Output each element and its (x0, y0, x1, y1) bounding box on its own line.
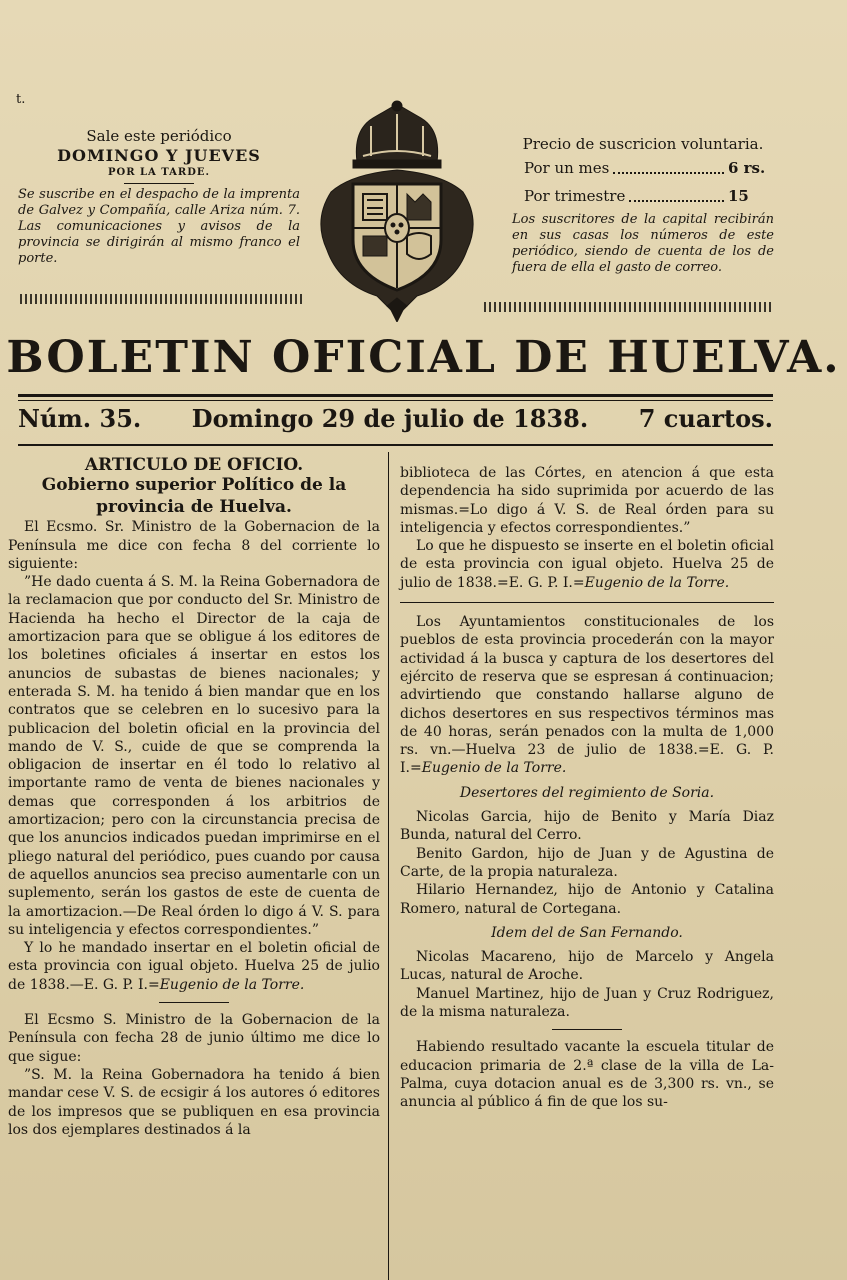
list-item: Nicolas Garcia, hijo de Benito y María Diaz Bunda, natural del Cerro. (400, 809, 774, 844)
paragraph (400, 537, 774, 592)
issue-date: Domingo 29 de julio de 1838. (191, 404, 589, 433)
newspaper-title: BOLETIN OFICIAL DE HUELVA. (6, 332, 841, 383)
section-separator (159, 1002, 229, 1003)
signature: Eugenio de la Torre. (584, 574, 730, 591)
paragraph-text: Lo que he dispuesto se inserte en el boletin oficial de esta provincia con igual objeto. Huelva 25 de julio de 1838.=E. G. P. I.= (400, 538, 774, 591)
ornament-border-right (484, 302, 774, 312)
signature: Eugenio de la Torre. (159, 976, 305, 993)
coat-of-arms-icon (313, 100, 481, 322)
sub-heading: Gobierno superior Político de la provincia de Huelva. (41, 475, 347, 518)
price-month-label: Por un mes (524, 159, 610, 177)
masthead-rule-bottom (18, 444, 773, 446)
publication-time: POR LA TARDE. (107, 167, 211, 178)
price-quarter-label: Por trimestre (524, 187, 626, 205)
header-left-box (18, 126, 300, 267)
paragraph: El Ecsmo S. Ministro de la Gobernacion de la Península con fecha 28 de junio último me dice lo que sigue: (8, 1012, 380, 1065)
paragraph: ”S. M. la Reina Gobernadora ha tenido á bien mandar cese V. S. de ecsigir á los autores ó editores de los impresos que se publiquen en esa provincia los dos ejemplares destinados á la (8, 1066, 380, 1138)
list-item: Nicolas Macareno, hijo de Marcelo y Angela Lucas, natural de Aroche. (400, 949, 774, 984)
section-separator (400, 602, 774, 603)
price-quarter-leader (629, 182, 724, 202)
subscription-info: Se suscribe en el despacho de la imprenta de Galvez y Compañía, calle Ariza núm. 7. Las comunicaciones y avisos de la provincia se dirigirán al mismo franco el porte. (18, 187, 300, 266)
price-row-quarter (512, 182, 774, 210)
price-quarter-value: 15 (728, 187, 749, 205)
header-left-rule (124, 183, 194, 184)
issue-number: Núm. 35. (18, 404, 142, 433)
deserters-subheading: Idem del de San Fernando. (491, 924, 683, 941)
issue-line (18, 404, 773, 433)
paragraph-text: Y lo he mandado insertar en el boletin oficial de esta provincia con igual objeto. Huelva 25 de julio de 1838.—E. G. P. I.= (8, 940, 380, 993)
delivery-info: Los suscritores de la capital recibirán en sus casas los números de este periódico, siendo de cuenta de los de fuera de ella el gasto de correo. (512, 212, 774, 275)
header-right-box (512, 134, 774, 276)
masthead-rule-thin (18, 400, 773, 401)
ornament-border-left (20, 294, 302, 304)
column-divider (388, 452, 389, 1280)
price-row-month (512, 154, 774, 182)
left-column (8, 456, 380, 1139)
paragraph-text: Los Ayuntamientos constitucionales de los pueblos de esta provincia procederán con la mayor actividad á la busca y captura de los desertores del ejército de reserva que se espresan á continuacion; advirtiendo que constando hallarse alguno de dichos desertores en sus respectivos términos mas de 40 horas, serán penados con la multa de 1,000 rs. vn.—Huelva 23 de julio de 1838.=E. G. P. I.= (400, 614, 774, 777)
section-separator (552, 1029, 622, 1030)
publication-days: DOMINGO Y JUEVES (57, 146, 261, 165)
signature: Eugenio de la Torre. (421, 760, 567, 777)
paragraph: Habiendo resultado vacante la escuela titular de educacion primaria de 2.ª clase de la villa de La-Palma, cuya dotacion anual es de 3,300 rs. vn., se anuncia al público á fin de que los su- (400, 1039, 774, 1111)
price-month-leader (613, 154, 724, 174)
paragraph (8, 939, 380, 994)
paragraph (400, 613, 774, 778)
list-item: Manuel Martinez, hijo de Juan y Cruz Rodriguez, de la misma naturaleza. (400, 985, 774, 1021)
deserters-subheading: Desertores del regimiento de Soria. (459, 784, 715, 801)
price-heading: Precio de suscricion voluntaria. (522, 135, 764, 153)
publication-days-intro: Sale este periódico (86, 127, 232, 145)
paragraph: El Ecsmo. Sr. Ministro de la Gobernacion de la Península me dice con fecha 8 del corriente lo siguiente: (8, 519, 380, 572)
section-heading: ARTICULO DE OFICIO. (84, 455, 304, 475)
price-month-value: 6 rs. (728, 159, 766, 177)
royal-coat-of-arms (313, 100, 481, 322)
paragraph: ”He dado cuenta á S. M. la Reina Gobernadora de la reclamacion que por conducto del Sr. Ministro de Hacienda ha hecho el Director de la caja de amortizacion para que se obligue á los editores de los boletines oficiales á insertar en estos los anuncios de subastas de bienes nacionales; y enterada S. M. ha tenido á bien mandar que en los contratos que se celebren en lo sucesivo para la publicacion del boletin oficial en la provincia del mando de V. S., cuide de que se comprenda la obligacion de insertar en él todo lo relativo al importante ramo de venta de bienes nacionales y demas que corresponden á los arbitrios de amortizacion; pero con la circunstancia precisa de que los anuncios indicados puedan imprimirse en el pliego natural del periódico, pues cuando por causa de aquellos anuncios sea preciso aumentarle con un suplemento, serán los gastos de este de cuenta de la amortizacion.—De Real órden lo digo á V. S. para su inteligencia y efectos correspondientes.” (8, 574, 380, 938)
masthead-rule-thick (18, 394, 773, 397)
list-item: Hilario Hernandez, hijo de Antonio y Catalina Romero, natural de Cortegana. (400, 882, 774, 917)
right-column (400, 464, 774, 1112)
issue-price: 7 cuartos. (638, 404, 773, 433)
paragraph: biblioteca de las Córtes, en atencion á que esta dependencia ha sido suprimida por acuerdo de las mismas.=Lo digo á V. S. de Real órden para su inteligencia y efectos correspondientes.” (400, 465, 774, 536)
corner-mark: t. (16, 92, 26, 107)
list-item: Benito Gardon, hijo de Juan y de Agustina de Carte, de la propia naturaleza. (400, 845, 774, 880)
